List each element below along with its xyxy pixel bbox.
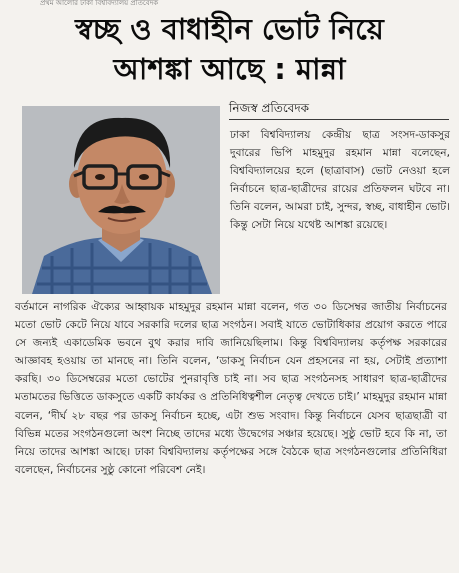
portrait-photo: [22, 106, 220, 294]
top-strip-text: প্রথম আলোর ঢাকা বিশ্ববিদ্যালয় প্রতিবেদক: [40, 0, 159, 6]
intro-paragraph: ঢাকা বিশ্ববিদ্যালয় কেন্দ্রীয় ছাত্র সংসদ-ডাকসুর দুবারের ভিপি মাহমুদুর রহমান মান্না বলেছেন, বিশ্ববিদ্যালয়ের হলে (ছাত্রাবাস) ভোট নেওয়া হলে নির্বাচনে ছাত্র-ছাত্রীদের রায়ের প্রতিফলন ঘটবে না। তিনি বলেন, আমরা চাই, সুন্দর, স্বচ্ছ, বাধাহীন ভোট। কিন্তু সেটা নিয়ে যথেষ্ট আশঙ্কা রয়েছে।: [230, 129, 450, 232]
headline-line-2: আশঙ্কা আছে : মান্না: [113, 52, 346, 86]
headline: [0, 10, 459, 88]
article-body: [15, 298, 447, 479]
byline-divider: [229, 119, 449, 120]
byline: নিজস্ব প্রতিবেদক: [229, 101, 310, 115]
portrait-illustration: [22, 106, 220, 294]
article-column-text: [230, 126, 450, 235]
body-paragraph: বর্তমানে নাগরিক ঐক্যের আহ্বায়ক মাহমুদুর রহমান মান্না বলেন, গত ৩০ ডিসেম্বর জাতীয় নির্বাচনের মতো ভোট কেটে নিয়ে যাবে সরকারি দলের ছাত্র সংগঠন। সবাই যাতে ভোটাধিকার প্রয়োগ করতে পারে সে জন্যই একাডেমিক ভবনে বুথ করার দাবি জানিয়েছিলাম। কিন্তু বিশ্ববিদ্যালয় কর্তৃপক্ষ সরকারের আজ্ঞাবহ হওয়ায় তা মানছে না। তিনি বলেন, ‘ডাকসু নির্বাচন যেন প্রহসনের না হয়, সেটাই প্রত্যাশা করছি। ৩০ ডিসেম্বরের মতো ভোটের পুনরাবৃত্তি চাই না। সব ছাত্র সংগঠনসহ সাধারণ ছাত্র-ছাত্রীদের মতামতের ভিত্তিতে ডাকসুতে একটি কার্যকর ও প্রতিনিধিত্বশীল নেতৃত্ব দেখতে চাই।’ মাহমুদুর রহমান মান্না বলেন, ‘দীর্ঘ ২৮ বছর পর ডাকসু নির্বাচন হচ্ছে, এটা শুভ সংবাদ। কিন্তু নির্বাচনে যেসব ছাত্রছাত্রী বা বিভিন্ন মতের সংগঠনগুলো অংশ নিচ্ছে তাদের মধ্যে উদ্বেগের সঞ্চার হয়েছে। সুষ্ঠু ভোট হবে কি না, তা নিয়ে তাদের আশঙ্কা আছে। ঢাকা বিশ্ববিদ্যালয় কর্তৃপক্ষের সঙ্গে বৈঠকে ছাত্র সংগঠনগুলোর প্রতিনিধিরা বলেছেন, নির্বাচনের সুষ্ঠু কোনো পরিবেশ নেই।: [15, 301, 447, 476]
headline-line-1: স্বচ্ছ ও বাধাহীন ভোট নিয়ে: [75, 12, 384, 46]
